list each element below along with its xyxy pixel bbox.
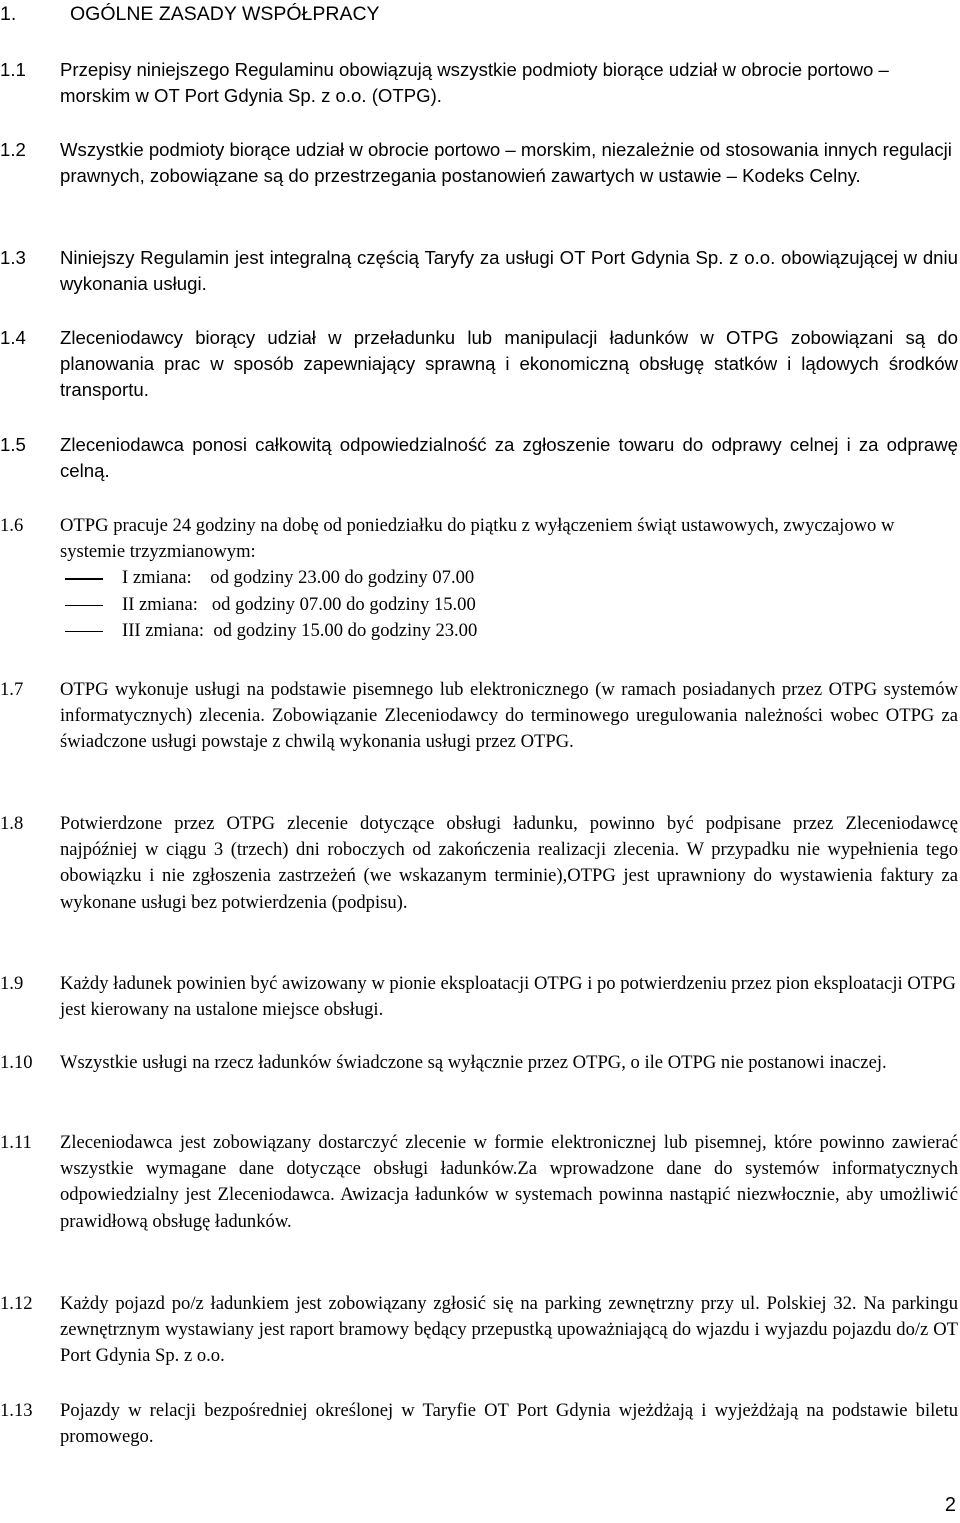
paragraph-number: 1.3: [0, 247, 26, 268]
shift-item: II zmiana: od godziny 07.00 do godziny 15.00: [60, 592, 958, 618]
paragraph-text: OTPG pracuje 24 godziny na dobę od poniedziałku do piątku z wyłączeniem świąt ustawowych, zwyczajowo w systemie trzyzmianowym:: [60, 515, 895, 563]
section-heading: [0, 3, 380, 26]
paragraph-text: Każdy ładunek powinien być awizowany w pionie eksploatacji OTPG i po potwierdzeniu przez pion eksploatacji OTPG jest kierowany na ustalone miejsce obsługi.: [60, 973, 956, 1021]
paragraph-text: Przepisy niniejszego Regulaminu obowiązują wszystkie podmioty biorące udział w obrocie portowo – morskim w OT Port Gdynia Sp. z o.o. (OTPG).: [60, 59, 889, 107]
paragraph-number: 1.7: [0, 679, 24, 700]
page-number: 2: [944, 1494, 956, 1516]
paragraph-number: 1.1: [0, 59, 26, 80]
paragraph-text: OTPG wykonuje usługi na podstawie pisemnego lub elektronicznego (w ramach posiadanych przez OTPG systemów informatycznych) zlecenia. Zobowiązanie Zleceniodawcy do terminowego uregulowania należności wobec OTPG za świadczone usługi powstaje z chwilą wykonania usługi przez OTPG.: [60, 679, 958, 753]
paragraph-number: 1.12: [0, 1293, 33, 1314]
paragraph-1-3: [0, 245, 958, 297]
paragraph-number: 1.4: [0, 327, 26, 348]
paragraph-text: Wszystkie usługi na rzecz ładunków świadczone są wyłącznie przez OTPG, o ile OTPG nie postanowi inaczej.: [60, 1052, 887, 1073]
paragraph-number: 1.5: [0, 434, 26, 455]
section-title: OGÓLNE ZASADY WSPÓŁPRACY: [70, 3, 380, 25]
paragraph-number: 1.8: [0, 813, 24, 834]
paragraph-1-2: [0, 137, 958, 189]
paragraph-1-9: [0, 971, 958, 1023]
paragraph-1-6: [0, 513, 958, 644]
paragraph-1-7: [0, 677, 958, 756]
paragraph-text: Zleceniodawcy biorący udział w przeładunku lub manipulacji ładunków w OTPG zobowiązani są do planowania prac w sposób zapewniający sprawną i ekonomiczną obsługę statków i lądowych środków transportu.: [60, 327, 958, 401]
paragraph-text: Zleceniodawca ponosi całkowitą odpowiedzialność za zgłoszenie towaru do odprawy celnej i za odprawę celną.: [60, 434, 958, 482]
paragraph-1-10: [0, 1050, 958, 1076]
shift-item: III zmiana: od godziny 15.00 do godziny 23.00: [60, 618, 958, 644]
paragraph-text: Zleceniodawca jest zobowiązany dostarczyć zlecenie w formie elektronicznej lub pisemnej, które powinno zawierać wszystkie wymagane dane dotyczące obsługi ładunków.Za wprowadzone dane do systemów informatycznych odpowiedzialny jest Zleceniodawca. Awizacja ładunków w systemach powinna nastąpić niezwłocznie, aby umożliwić prawidłową obsługę ładunków.: [60, 1132, 958, 1232]
paragraph-text: Każdy pojazd po/z ładunkiem jest zobowiązany zgłosić się na parking zewnętrzny przy ul. Polskiej 32. Na parkingu zewnętrznym wystawiany jest raport bramowy będący przepustką upoważniającą do wjazdu i wyjazdu pojazdu do/z OT Port Gdynia Sp. z o.o.: [60, 1293, 958, 1367]
paragraph-number: 1.6: [0, 515, 24, 536]
paragraph-1-8: [0, 811, 958, 916]
paragraph-1-1: [0, 57, 958, 109]
paragraph-number: 1.13: [0, 1400, 33, 1421]
paragraph-number: 1.2: [0, 139, 26, 160]
paragraph-1-13: [0, 1398, 958, 1450]
paragraph-number: 1.9: [0, 973, 24, 994]
shift-item: I zmiana: od godziny 23.00 do godziny 07.00: [60, 565, 958, 591]
paragraph-number: 1.10: [0, 1052, 33, 1073]
paragraph-text: Potwierdzone przez OTPG zlecenie dotyczące obsługi ładunku, powinno być podpisane przez Zleceniodawcę najpóźniej w ciągu 3 (trzech) dni roboczych od zakończenia realizacji zlecenia. W przypadku nie wypełnienia tego obowiązku i nie zgłoszenia zastrzeżeń (we wskazanym terminie),OTPG jest uprawniony do wystawienia faktury za wykonane usługi bez potwierdzenia (podpisu).: [60, 813, 958, 913]
paragraph-number: 1.11: [0, 1132, 32, 1153]
paragraph-1-12: [0, 1291, 958, 1370]
paragraph-text: Wszystkie podmioty biorące udział w obrocie portowo – morskim, niezależnie od stosowania innych regulacji prawnych, zobowiązane są do przestrzegania postanowień zawartych w ustawie – Kodeks Celny.: [60, 139, 952, 187]
section-number: 1.: [0, 3, 17, 25]
paragraph-text: Niniejszy Regulamin jest integralną częścią Taryfy za usługi OT Port Gdynia Sp. z o.o. obowiązującej w dniu wykonania usługi.: [60, 247, 958, 295]
shift-list: [60, 565, 958, 644]
paragraph-1-11: [0, 1130, 958, 1235]
paragraph-1-5: [0, 432, 958, 484]
paragraph-1-4: [0, 325, 958, 404]
paragraph-text: Pojazdy w relacji bezpośredniej określonej w Taryfie OT Port Gdynia wjeżdżają i wyjeżdżają na podstawie biletu promowego.: [60, 1400, 958, 1448]
